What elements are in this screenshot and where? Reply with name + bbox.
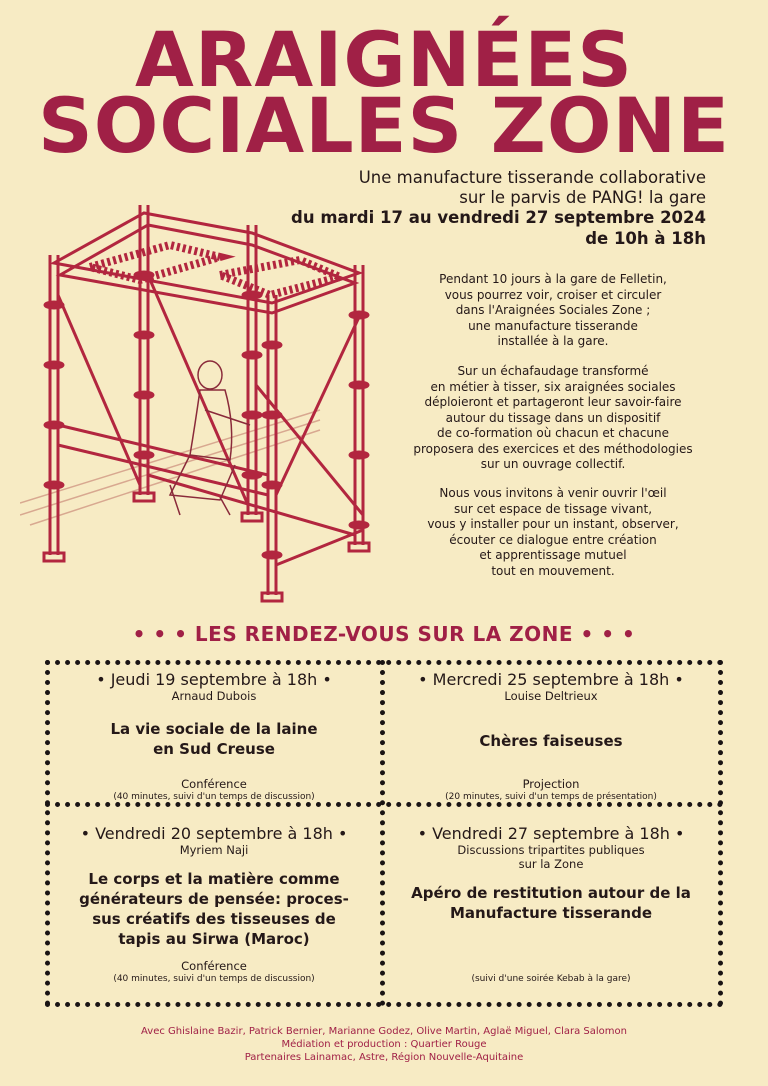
subtitle-line-1: Une manufacture tisserande collaborative [358,168,706,187]
poster-title-line-1: ARAIGNÉES [135,15,633,104]
event-day: • Jeudi 19 septembre à 18h • [96,670,332,689]
event-talk-title: Chères faiseuses [479,732,623,750]
event-kind: Conférence [181,959,247,973]
subtitle-line-2: sur le parvis de PANG! la gare [459,188,706,207]
event-speaker: Discussions tripartites publiques sur la Zone [457,843,645,871]
event-note: (40 minutes, suivi d'un temps de discussion) [113,792,315,802]
event-card-1 [51,670,377,803]
event-hours: de 10h à 18h [585,229,706,248]
event-speaker: Myriem Naji [179,843,249,857]
event-speaker: Arnaud Dubois [171,689,257,703]
event-talk-title: Apéro de restitution autour de la Manufacture tisserande [411,884,691,922]
event-note: (20 minutes, suivi d'un temps de présentation) [445,792,657,802]
grid-border-right [718,660,723,1006]
credits-artists: Avec Ghislaine Bazir, Patrick Bernier, Marianne Godez, Olive Martin, Aglaë Miguel, Clara Salomon [141,1026,627,1037]
intro-paragraph-3: Nous vous invitons à venir ouvrir l'œil sur cet espace de tissage vivant, vous y installer pour un instant, observer, écouter ce dialogue entre création et apprentissage mutuel tout en mouvement. [427,486,679,578]
grid-divider-vertical [380,660,385,1006]
section-title: • • • LES RENDEZ-VOUS SUR LA ZONE • • • [132,622,636,646]
event-dates: du mardi 17 au vendredi 27 septembre 2024 [291,208,706,227]
events-grid [45,660,723,1006]
poster-title-line-2: SOCIALES ZONE [38,81,730,170]
event-talk-title: La vie sociale de la laine en Sud Creuse [110,720,318,758]
event-talk-title: Le corps et la matière comme générateurs de pensée: proces- sus créatifs des tisseuses de tapis au Sirwa (Maroc) [79,870,349,948]
event-day: • Vendredi 20 septembre à 18h • [80,824,348,843]
scaffold-loom-illustration [20,185,390,605]
intro-paragraph-2: Sur un échafaudage transformé en métier à tisser, six araignées sociales déploieront et partageront leur savoir-faire autour du tissage dans un dispositif de co-formation où chacun et chacune proposera des exercices et des méthodologies sur un ouvrage collectif. [413,364,693,471]
event-card-3 [51,824,377,985]
event-kind: Projection [522,777,580,791]
credits-production: Médiation et production : Quartier Rouge [281,1039,487,1050]
intro-paragraph-1: Pendant 10 jours à la gare de Felletin, vous pourrez voir, croiser et circuler dans l'Araignées Sociales Zone ; une manufacture tisserande installée à la gare. [439,272,667,348]
event-speaker: Louise Deltrieux [504,689,598,703]
event-note: (40 minutes, suivi d'un temps de discussion) [113,974,315,984]
event-day: • Mercredi 25 septembre à 18h • [418,670,684,689]
grid-border-left [45,660,50,1006]
event-note: (suivi d'une soirée Kebab à la gare) [471,974,631,984]
credits-partners: Partenaires Lainamac, Astre, Région Nouvelle-Aquitaine [244,1052,524,1063]
event-card-4 [387,824,715,985]
event-kind: Conférence [181,777,247,791]
event-card-2 [387,670,715,803]
event-day: • Vendredi 27 septembre à 18h • [417,824,685,843]
